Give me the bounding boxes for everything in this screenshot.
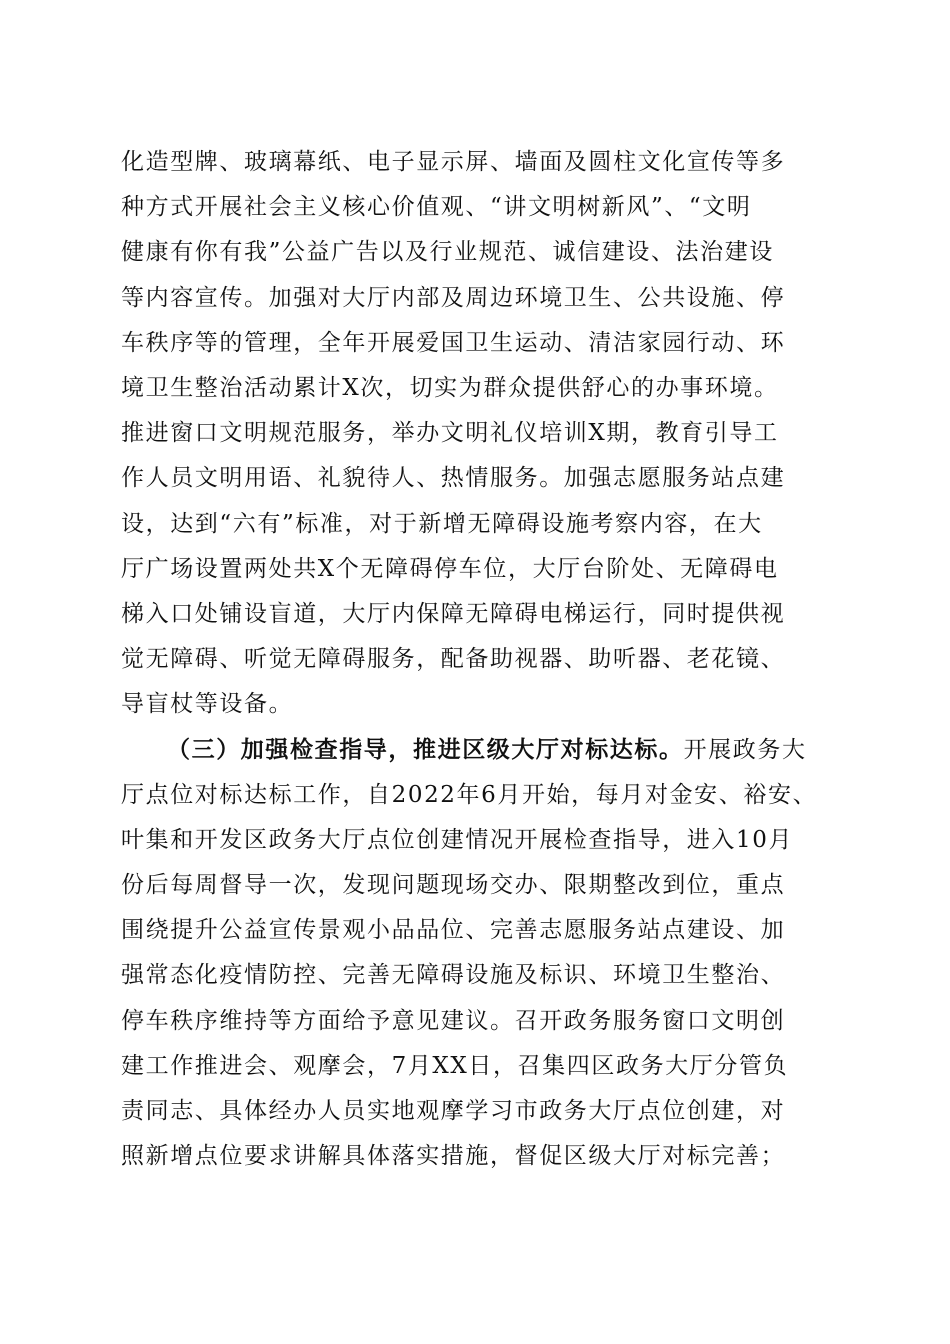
- paragraph-line: 围绕提升公益宣传景观小品品位、完善志愿服务站点建设、加: [121, 917, 786, 944]
- paragraph-line: 梯入口处铺设盲道，大厅内保障无障碍电梯运行，同时提供视: [121, 600, 786, 627]
- section3-heading: （三）加强检查指导，推进区级大厅对标达标。: [167, 736, 684, 764]
- paragraph-line: 觉无障碍、听觉无障碍服务，配备助视器、助听器、老花镜、: [121, 646, 786, 673]
- paragraph-line: 责同志、具体经办人员实地观摩学习市政务大厅点位创建，对: [121, 1097, 786, 1124]
- paragraph-line: 车秩序等的管理，全年开展爱国卫生运动、清洁家园行动、环: [121, 329, 786, 356]
- paragraph-line: 种方式开展社会主义核心价值观、“讲文明树新风”、“文明: [121, 194, 752, 221]
- paragraph-line: 建工作推进会、观摩会，7月XX日，召集四区政务大厅分管负: [121, 1052, 789, 1079]
- paragraph-line: 照新增点位要求讲解具体落实措施，督促区级大厅对标完善；: [121, 1143, 786, 1170]
- paragraph-line: 推进窗口文明规范服务，举办文明礼仪培训X期，教育引导工: [121, 420, 779, 447]
- paragraph-line: 强常态化疫情防控、完善无障碍设施及标识、环境卫生整治、: [121, 962, 786, 989]
- paragraph-line: 厅点位对标达标工作，自2022年6月开始，每月对金安、裕安、: [121, 781, 818, 808]
- paragraph-line: 停车秩序维持等方面给予意见建议。召开政务服务窗口文明创: [121, 1007, 786, 1034]
- paragraph-line: 厅广场设置两处共X个无障碍停车位，大厅台阶处、无障碍电: [121, 555, 779, 582]
- paragraph-line: 境卫生整治活动累计X次，切实为群众提供舒心的办事环境。: [121, 374, 779, 401]
- section3-first-line-rest: 开展政务大: [683, 737, 807, 764]
- section3-first-line: [121, 727, 833, 772]
- paragraph-line: 设，达到“六有”标准，对于新增无障碍设施考察内容，在大: [121, 510, 763, 537]
- body-text: [121, 140, 833, 1179]
- paragraph-line: 份后每周督导一次，发现问题现场交办、限期整改到位，重点: [121, 872, 786, 898]
- paragraph-line: 作人员文明用语、礼貌待人、热情服务。加强志愿服务站点建: [121, 465, 786, 492]
- paragraph-line: 健康有你有我”公益广告以及行业规范、诚信建设、法治建设: [121, 239, 774, 266]
- paragraph-line: 等内容宣传。加强对大厅内部及周边环境卫生、公共设施、停: [121, 284, 786, 311]
- paragraph-line: 导盲杖等设备。: [121, 691, 294, 718]
- paragraph-line: 叶集和开发区政务大厅点位创建情况开展检查指导，进入10月: [121, 826, 794, 853]
- paragraph-line: 化造型牌、玻璃幕纸、电子显示屏、墙面及圆柱文化宣传等多: [121, 149, 786, 175]
